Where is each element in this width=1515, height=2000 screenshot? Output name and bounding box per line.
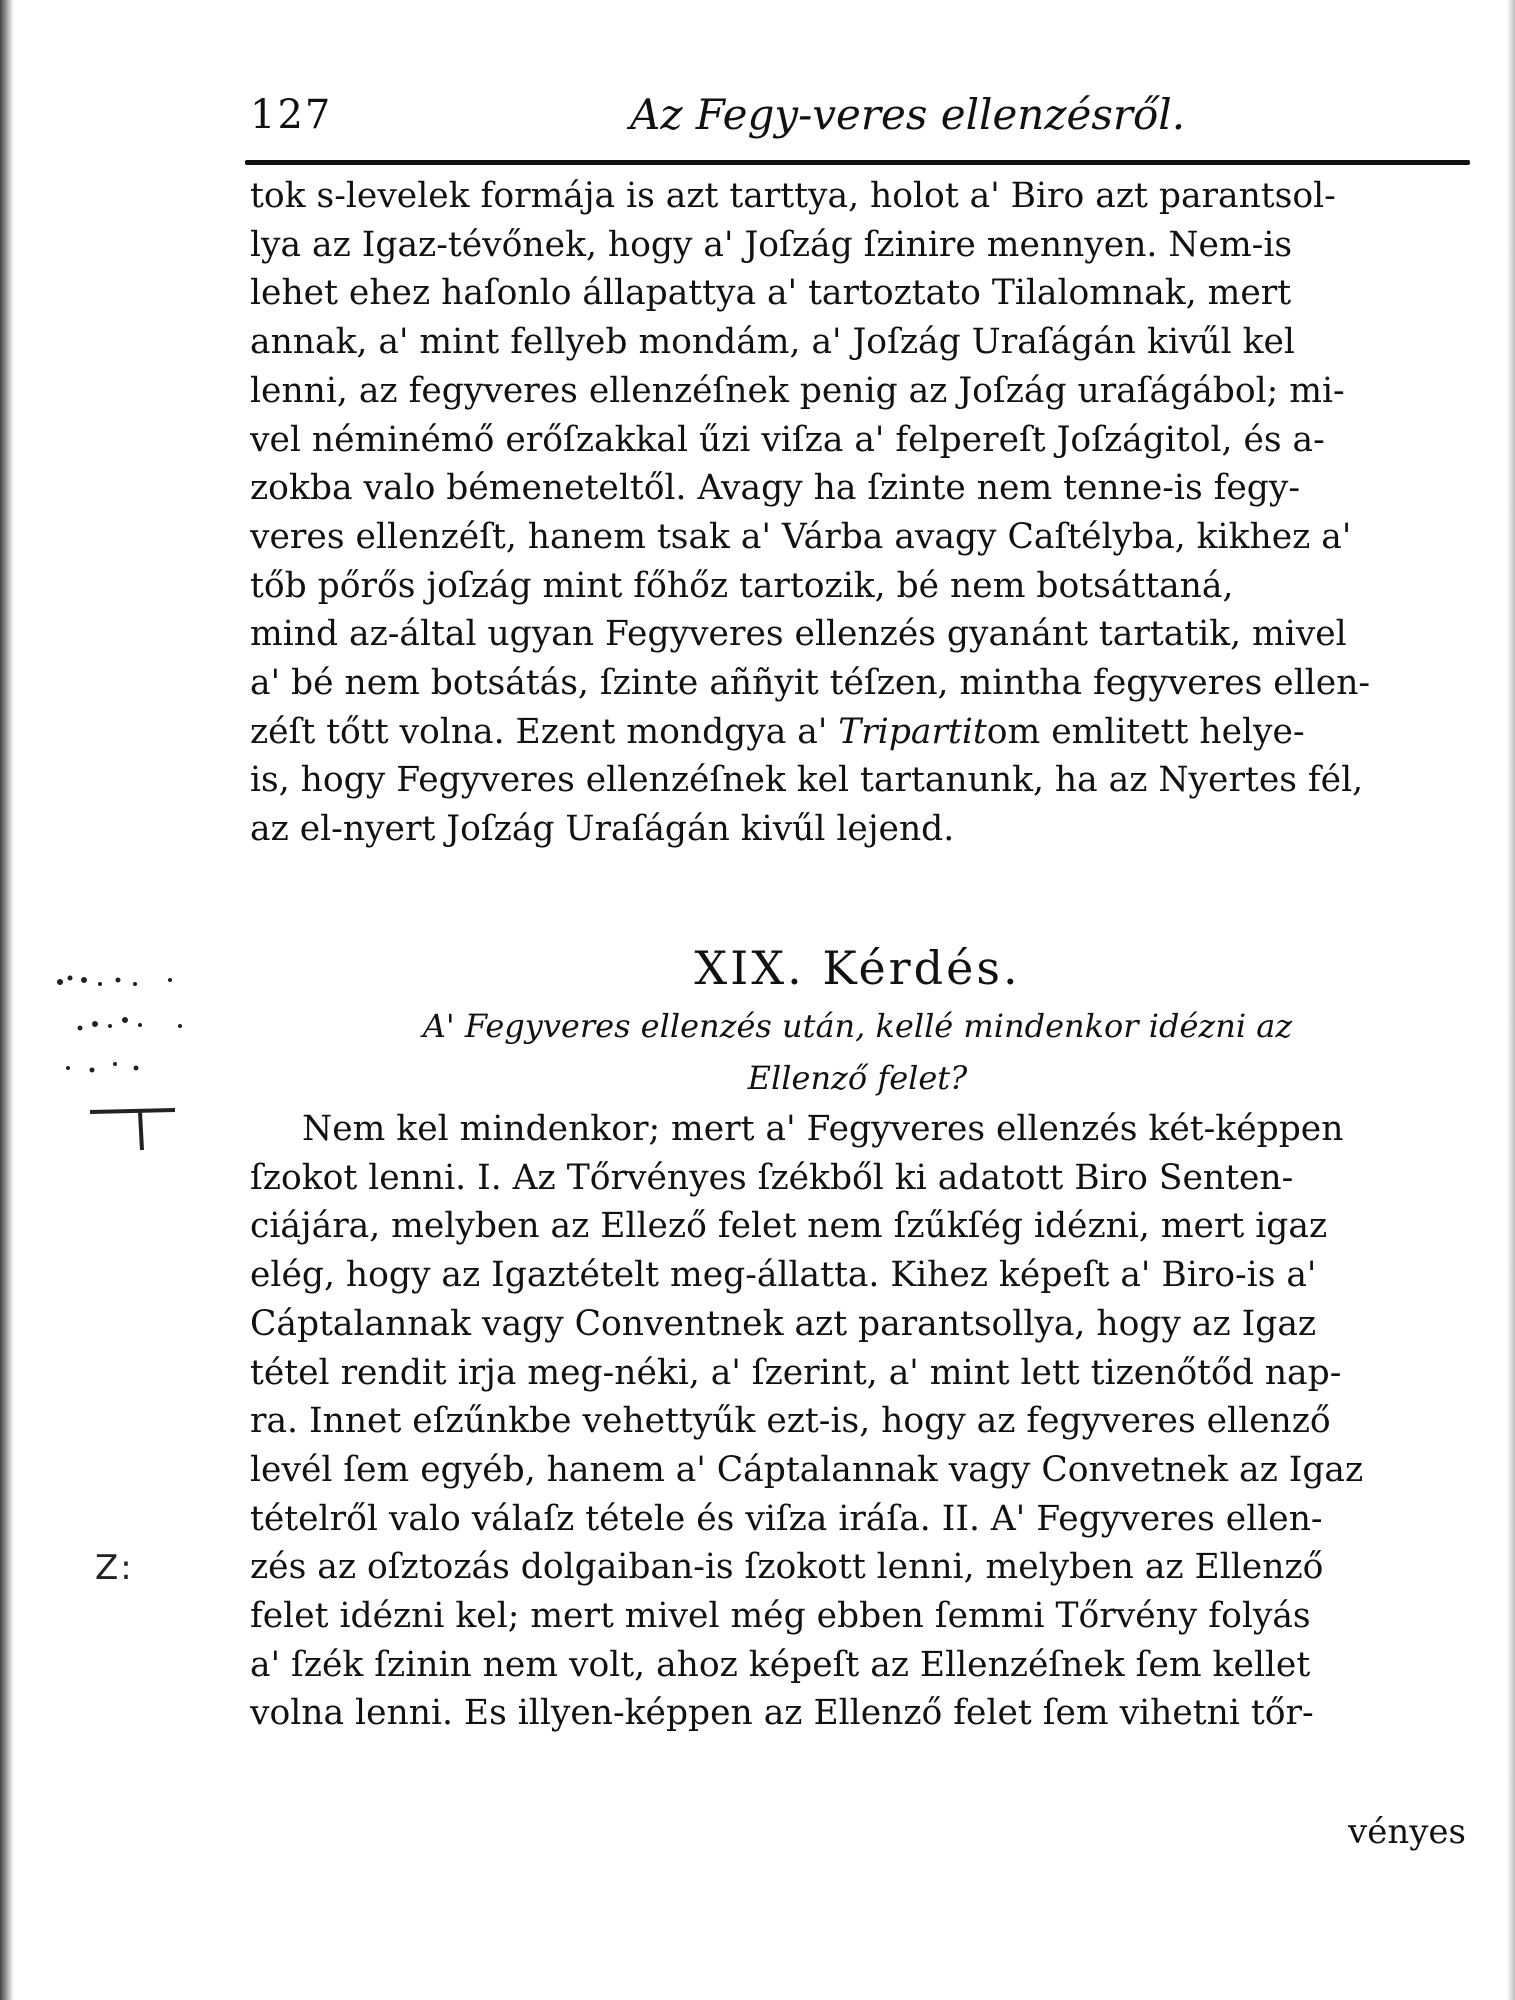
text-line: volna lenni. Es illyen-képpen az Ellenző felet ſem vihetni tőr- — [250, 1693, 1314, 1734]
text-line: zéſt tőtt volna. Ezent mondgya a' Tripartitom emlitett helye- — [250, 711, 1305, 752]
text-line: az el-nyert Joſzág Uraſágán kivűl lejend. — [250, 809, 955, 850]
text-line: ra. Innet eſzűnkbe vehettyűk ezt-is, hogy az fegyveres ellenző — [250, 1401, 1331, 1442]
page-binding-edge — [0, 0, 14, 2000]
text-line: elég, hogy az Igaztételt meg-állatta. Kihez képeſt a' Biro-is a' — [250, 1255, 1317, 1296]
text-line: tőb pőrős joſzág mint főhőz tartozik, bé nem botsáttaná, — [250, 565, 1234, 606]
text-line: is, hogy Fegyveres ellenzéſnek kel tartanunk, ha az Nyertes fél, — [250, 760, 1364, 801]
text-line: zokba valo bémeneteltől. Avagy ha ſzinte nem tenne-is fegy- — [250, 468, 1301, 509]
text-line: a' ſzék ſzinin nem volt, ahoz képeſt az Ellenzéſnek ſem kellet — [250, 1644, 1311, 1685]
text-line: ſzokot lenni. I. Az Tőrvényes ſzékből ki adatott Biro Senten- — [250, 1157, 1294, 1198]
question-line-2: Ellenző felet? — [747, 1059, 968, 1097]
page-number: 127 — [250, 92, 333, 138]
text-line: Cáptalannak vagy Conventnek azt parantsollya, hogy az Igaz — [250, 1303, 1317, 1344]
text-line: annak, a' mint fellyeb mondám, a' Joſzág Uraſágán kivűl kel — [250, 322, 1295, 363]
text-line: tételről valo válaſz tétele és viſza iráſa. II. A' Fegyveres ellen- — [250, 1498, 1323, 1539]
running-title: Az Fegy-veres ellenzésről. — [630, 90, 1186, 139]
text-line: tok s-levelek formája is azt tarttya, holot a' Biro azt parantsol- — [250, 176, 1336, 216]
text-line: lehet ehez haſonlo állapattya a' tartoztato Tilalomnak, mert — [250, 273, 1292, 314]
question-line-1: A' Fegyveres ellenzés után, kellé mindenkor idézni az — [422, 1007, 1293, 1045]
text-line: vel néminémő erőſzakkal űzi viſza a' felpereſt Joſzágitol, és a- — [250, 419, 1325, 460]
text-line: lenni, az fegyveres ellenzéſnek penig az Joſzág uraſágábol; mi- — [250, 370, 1345, 411]
section-heading: XIX. Kérdés. — [694, 941, 1021, 995]
margin-ink-smudge — [40, 960, 240, 1160]
text-line: levél ſem egyéb, hanem a' Cáptalannak vagy Convetnek az Igaz — [250, 1449, 1364, 1490]
page-right-edge — [1507, 0, 1515, 2000]
text-line: lya az Igaz-tévőnek, hogy a' Joſzág ſzinire mennyen. Nem-is — [250, 224, 1293, 265]
text-line: tétel rendit irja meg-néki, a' ſzerint, a' mint lett tizenőtőd nap- — [250, 1352, 1342, 1393]
header-rule — [245, 160, 1470, 165]
paragraph-2 — [250, 1105, 1465, 1738]
text-line: veres ellenzéſt, hanem tsak a' Várba avagy Caſtélyba, kikhez a' — [250, 516, 1352, 557]
page-header — [250, 92, 1450, 152]
text-line: felet idézni kel; mert mivel még ebben ſemmi Tőrvény folyás — [250, 1596, 1311, 1637]
text-line: ciájára, melyben az Ellező felet nem ſzűkſég idézni, mert igaz — [250, 1206, 1328, 1247]
section-question — [250, 1000, 1465, 1104]
text-line: zés az oſztozás dolgaiban-is ſzokott lenni, melyben az Ellenző — [250, 1547, 1324, 1588]
catchword: vényes — [1348, 1812, 1467, 1852]
text-line: mind az-által ugyan Fegyveres ellenzés gyanánt tartatik, mivel — [250, 614, 1347, 655]
text-line: a' bé nem botsátás, ſzinte aññyit téſzen, mintha fegyveres ellen- — [250, 663, 1371, 704]
text-line: Nem kel mindenkor; mert a' Fegyveres ellenzés két-képpen — [302, 1109, 1344, 1149]
paragraph-1 — [250, 172, 1465, 854]
margin-note-z: Z: — [95, 1548, 134, 1588]
